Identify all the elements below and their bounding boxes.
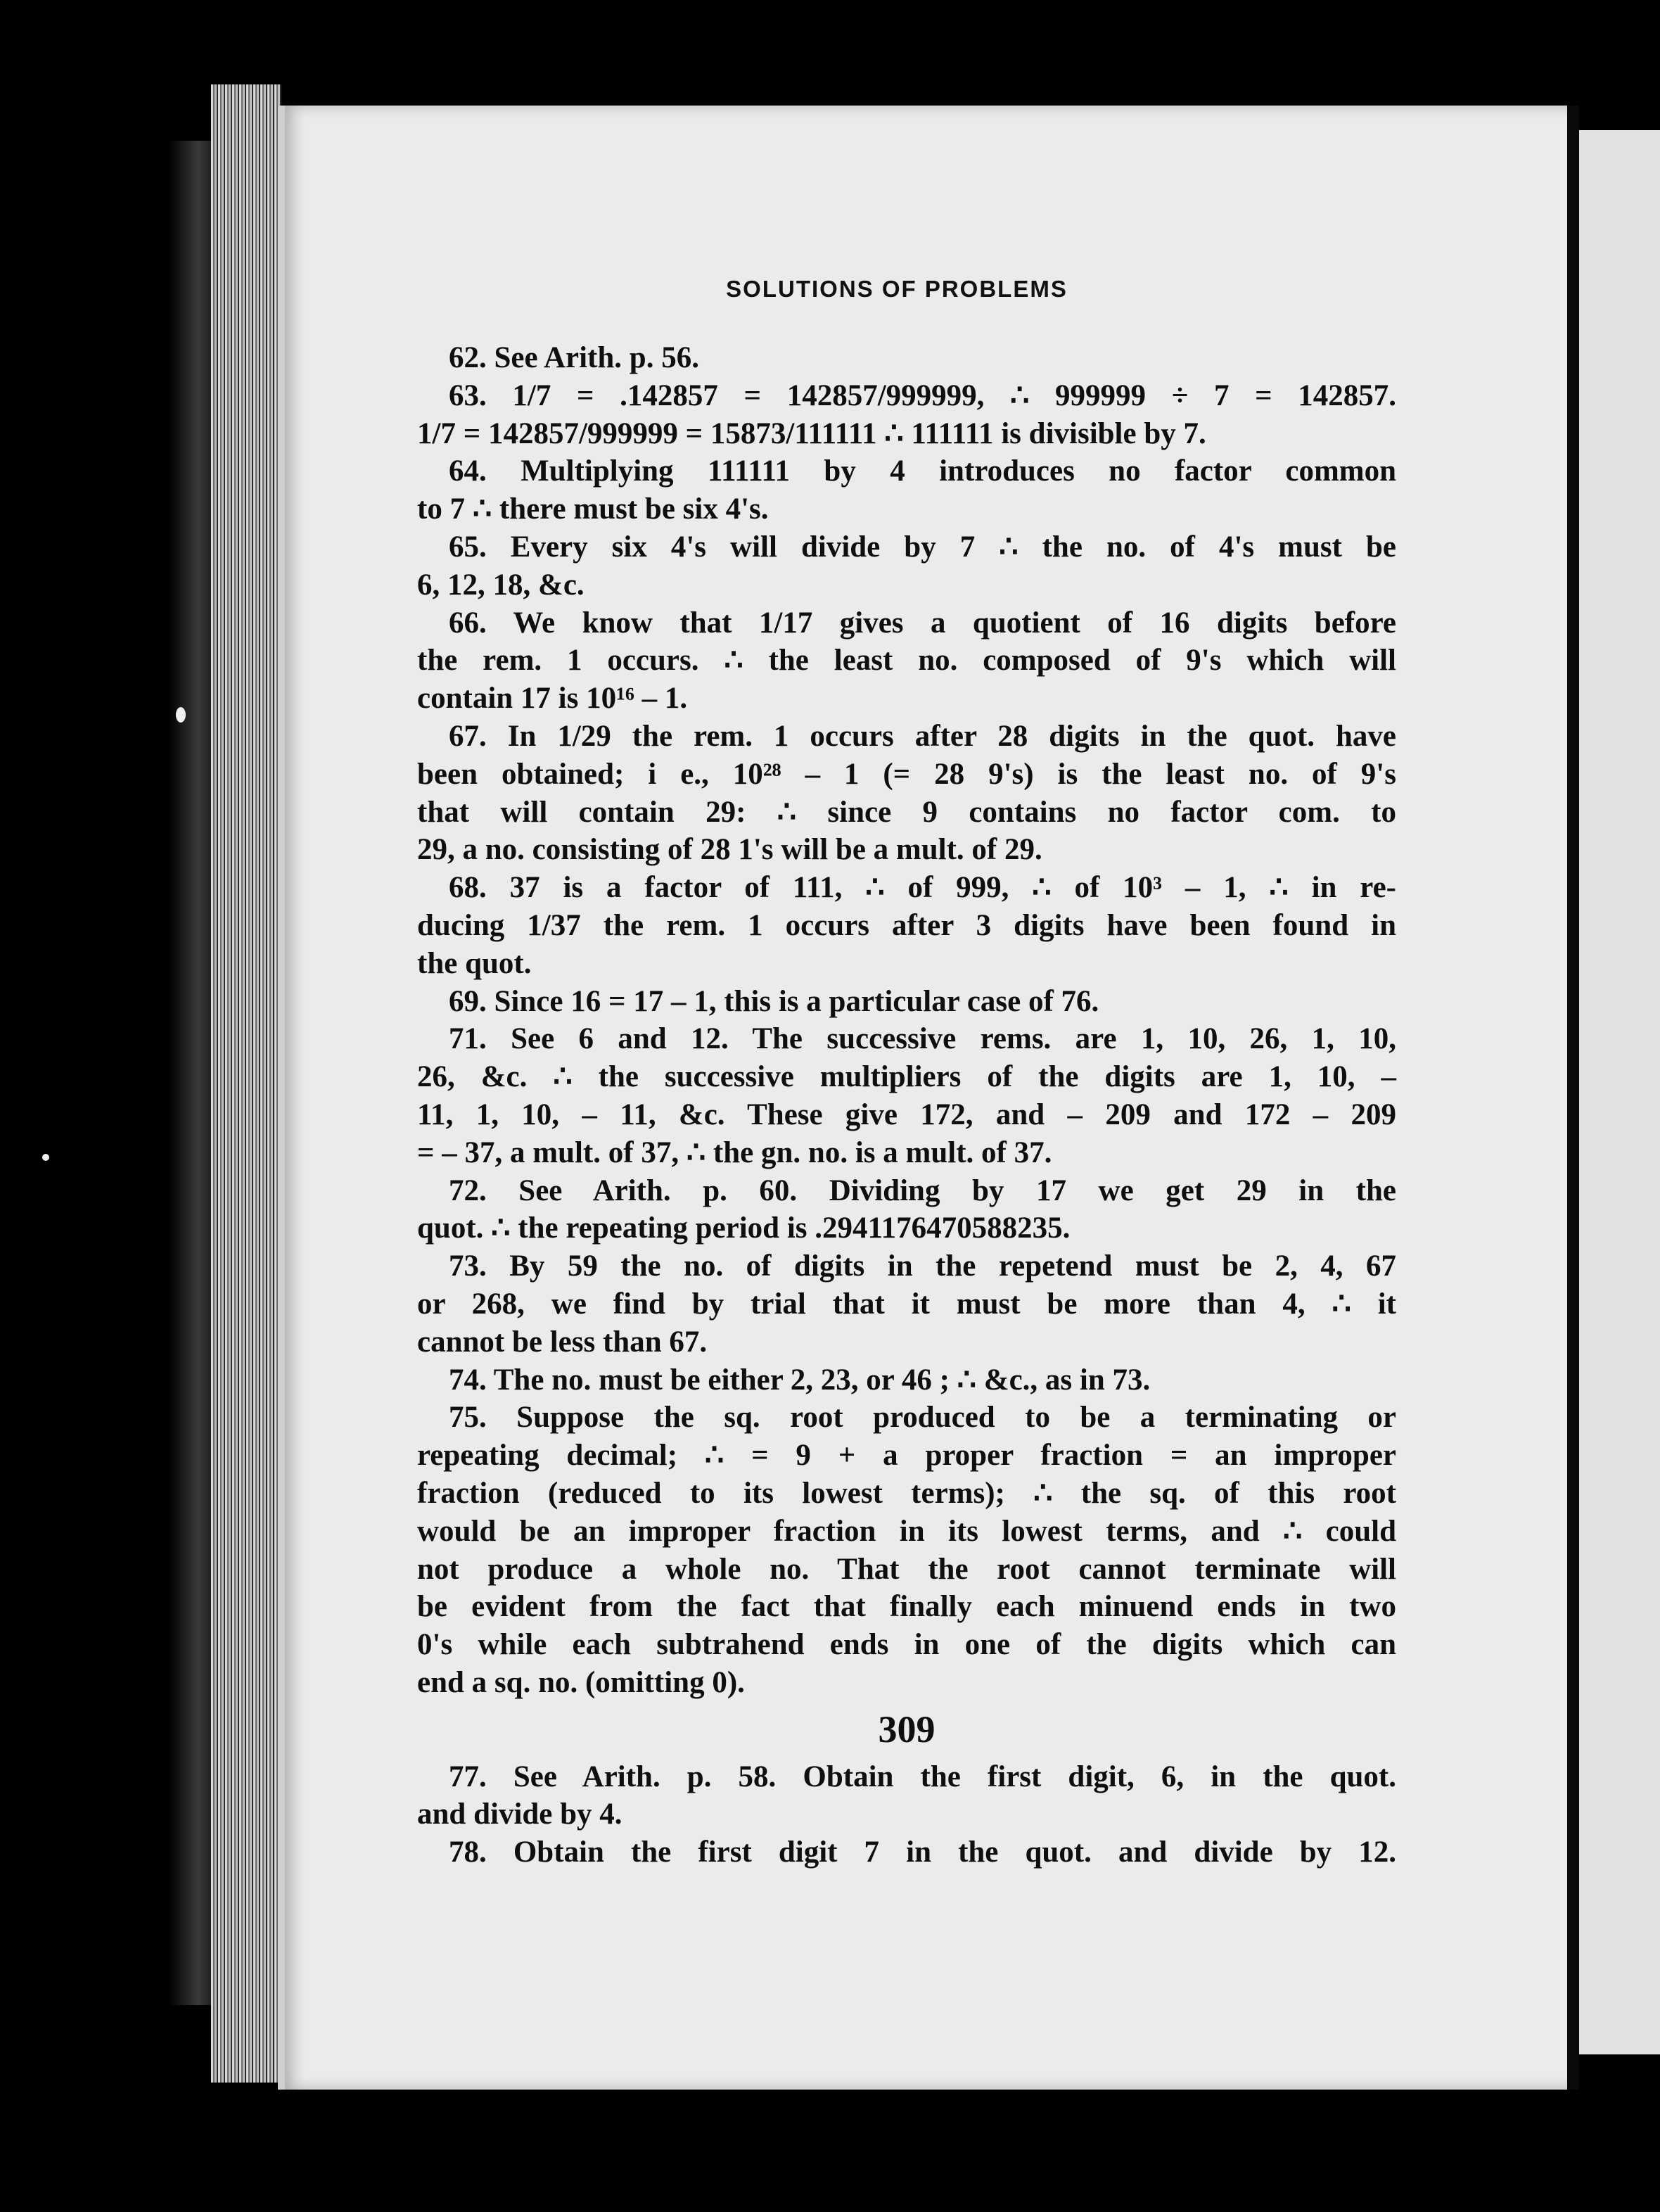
stacked-page-edges xyxy=(211,84,281,2083)
text-line: the quot. xyxy=(417,946,532,980)
text-line: ducing 1/37 the rem. 1 occurs after 3 digits have been found in xyxy=(417,908,1396,942)
book-gutter xyxy=(1567,106,1579,2090)
text-line: 65. Every six 4's will divide by 7 ∴ the no. of 4's must be xyxy=(449,530,1396,564)
text-line: that will contain 29: ∴ since 9 contains no factor com. to xyxy=(417,795,1396,829)
text-line: 78. Obtain the first digit 7 in the quot. and divide by 12. xyxy=(449,1836,1396,1869)
text-line: the rem. 1 occurs. ∴ the least no. composed of 9's which will xyxy=(417,644,1396,678)
text-line: cannot be less than 67. xyxy=(417,1325,708,1359)
text-line: 1/7 = 142857/999999 = 15873/111111 ∴ 111111 is divisible by 7. xyxy=(417,417,1206,450)
text-line: repeating decimal; ∴ = 9 + a proper fraction = an improper xyxy=(417,1439,1396,1473)
text-line: 68. 37 is a factor of 111, ∴ of 999, ∴ of 10³ – 1, ∴ in re- xyxy=(449,871,1396,905)
page-number: 309 xyxy=(878,1708,936,1750)
text-line: = – 37, a mult. of 37, ∴ the gn. no. is a mult. of 37. xyxy=(417,1136,1052,1169)
facing-page-edge xyxy=(1579,130,1660,2054)
text-line: 62. See Arith. p. 56. xyxy=(449,341,699,374)
text-line: 64. Multiplying 111111 by 4 introduces no factor common xyxy=(449,455,1396,488)
text-line: 63. 1/7 = .142857 = 142857/999999, ∴ 999999 ÷ 7 = 142857. xyxy=(449,379,1396,412)
scan-speck xyxy=(176,707,186,723)
text-line: 67. In 1/29 the rem. 1 occurs after 28 digits in the quot. have xyxy=(449,719,1396,753)
text-line: 66. We know that 1/17 gives a quotient of 16 digits before xyxy=(449,606,1396,640)
text-line: 71. See 6 and 12. The successive rems. are 1, 10, 26, 1, 10, xyxy=(449,1022,1396,1056)
text-line: quot. ∴ the repeating period is .2941176470588235. xyxy=(417,1212,1071,1245)
text-line: 77. See Arith. p. 58. Obtain the first digit, 6, in the quot. xyxy=(449,1760,1396,1793)
text-line: been obtained; i e., 10²⁸ – 1 (= 28 9's) is the least no. of 9's xyxy=(417,757,1396,791)
text-line: and divide by 4. xyxy=(417,1798,622,1831)
text-line: fraction (reduced to its lowest terms); ∴ the sq. of this root xyxy=(417,1476,1396,1510)
text-line: 72. See Arith. p. 60. Dividing by 17 we get 29 in the xyxy=(449,1174,1396,1207)
text-line: to 7 ∴ there must be six 4's. xyxy=(417,492,769,526)
text-line: 11, 1, 10, – 11, &c. These give 172, and – 209 and 172 – 209 xyxy=(417,1098,1396,1131)
text-line: 29, a no. consisting of 28 1's will be a mult. of 29. xyxy=(417,833,1042,867)
text-line: be evident from the fact that finally each minuend ends in two xyxy=(417,1590,1396,1624)
text-line: 26, &c. ∴ the successive multipliers of the digits are 1, 10, – xyxy=(417,1060,1396,1094)
scan-speck xyxy=(42,1154,49,1161)
text-line: 6, 12, 18, &c. xyxy=(417,568,585,602)
text-line: 0's while each subtrahend ends in one of the digits which can xyxy=(417,1628,1396,1662)
text-line: 73. By 59 the no. of digits in the repetend must be 2, 4, 67 xyxy=(449,1250,1396,1283)
text-line: contain 17 is 10¹⁶ – 1. xyxy=(417,682,688,716)
text-line: 75. Suppose the sq. root produced to be a terminating or xyxy=(449,1401,1396,1435)
running-head: SOLUTIONS OF PROBLEMS xyxy=(726,276,1068,302)
solutions-text xyxy=(417,339,1396,1871)
text-line: end a sq. no. (omitting 0). xyxy=(417,1665,745,1699)
text-line: would be an improper fraction in its lowest terms, and ∴ could xyxy=(417,1514,1396,1548)
text-line: 74. The no. must be either 2, 23, or 46 ; ∴ &c., as in 73. xyxy=(449,1363,1151,1397)
text-line: 69. Since 16 = 17 – 1, this is a particular case of 76. xyxy=(449,984,1099,1018)
text-line: not produce a whole no. That the root cannot terminate will xyxy=(417,1552,1396,1586)
text-line: or 268, we find by trial that it must be more than 4, ∴ it xyxy=(417,1287,1396,1321)
